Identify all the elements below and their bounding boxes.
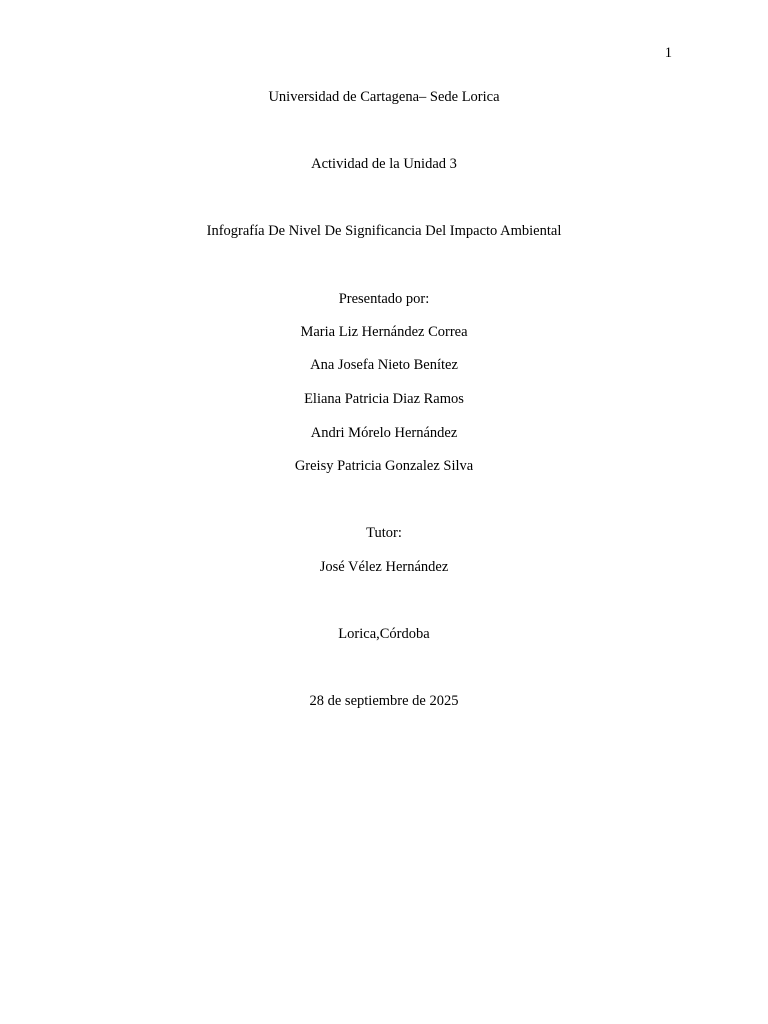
tutor-label: Tutor: — [366, 525, 402, 541]
author-name: Ana Josefa Nieto Benítez — [310, 357, 458, 373]
location: Lorica,Córdoba — [338, 626, 430, 642]
author-name: Greisy Patricia Gonzalez Silva — [294, 458, 474, 474]
page-number: 1 — [664, 45, 672, 61]
document-title: Infografía De Nivel De Significancia Del Impacto Ambiental — [206, 223, 562, 239]
university-name: Universidad de Cartagena– Sede Lorica — [268, 89, 500, 105]
presented-by-label: Presentado por: — [338, 291, 430, 307]
activity-title: Actividad de la Unidad 3 — [311, 156, 457, 172]
author-name: Andri Mórelo Hernández — [310, 425, 458, 441]
tutor-name: José Vélez Hernández — [319, 559, 449, 575]
author-name: Maria Liz Hernández Correa — [300, 324, 468, 340]
author-name: Eliana Patricia Diaz Ramos — [304, 391, 464, 407]
date: 28 de septiembre de 2025 — [309, 693, 459, 709]
